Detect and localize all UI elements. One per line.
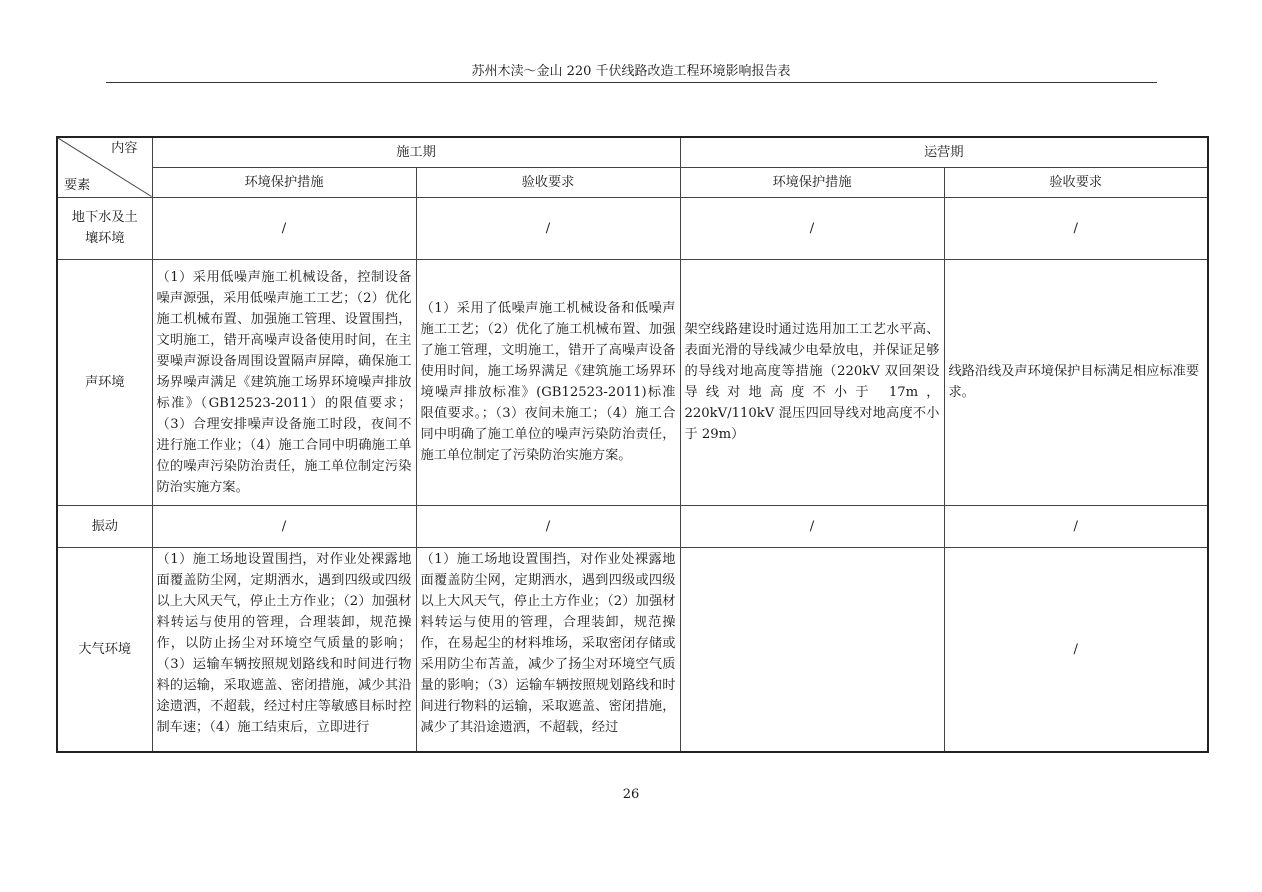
row-label-groundwater: 地下水及土壤环境 — [57, 197, 152, 259]
header-construction-measures: 环境保护措施 — [152, 167, 416, 197]
cell-vibration-operation-measures: / — [680, 505, 944, 547]
corner-label-element: 要素 — [64, 177, 91, 193]
table-header-row-columns — [57, 167, 1208, 197]
table-row — [57, 197, 1208, 259]
row-label-air: 大气环境 — [57, 547, 152, 752]
row-label-noise: 声环境 — [57, 259, 152, 505]
header-operation-phase: 运营期 — [680, 137, 1208, 167]
header-rule — [106, 82, 1157, 83]
cell-air-operation-measures — [680, 547, 944, 752]
cell-groundwater-operation-acceptance: / — [944, 197, 1208, 259]
cell-noise-operation-acceptance: 线路沿线及声环境保护目标满足相应标准要求。 — [944, 259, 1208, 505]
cell-groundwater-operation-measures: / — [680, 197, 944, 259]
cell-groundwater-construction-measures: / — [152, 197, 416, 259]
environmental-measures-table — [56, 136, 1209, 753]
header-operation-measures: 环境保护措施 — [680, 167, 944, 197]
cell-noise-construction-measures: （1）采用低噪声施工机械设备，控制设备噪声源强，采用低噪声施工工艺；（2）优化施工机械布置、加强施工管理、设置围挡，文明施工，错开高噪声设备使用时间，在主要噪声源设备周围设置隔声屏障，确保施工场界噪声满足《建筑施工场界环境噪声排放标准》（GB12523-2011）的限值要求；（3）合理安排噪声设备施工时段，夜间不进行施工作业；（4）施工合同中明确施工单位的噪声污染防治责任，施工单位制定污染防治实施方案。 — [152, 259, 416, 505]
cell-vibration-operation-acceptance: / — [944, 505, 1208, 547]
header-operation-acceptance: 验收要求 — [944, 167, 1208, 197]
cell-air-operation-acceptance: / — [944, 547, 1208, 752]
cell-air-construction-measures — [152, 547, 416, 752]
cell-vibration-construction-measures: / — [152, 505, 416, 547]
header-construction-phase: 施工期 — [152, 137, 680, 167]
table-corner-cell — [57, 137, 152, 197]
header-construction-acceptance: 验收要求 — [416, 167, 680, 197]
table-row — [57, 259, 1208, 505]
cell-noise-operation-measures: 架空线路建设时通过选用加工工艺水平高、表面光滑的导线减少电晕放电，并保证足够的导线对地高度等措施（220kV 双回架设导线对地高度不小于 17m，220kV/110kV 混压四回导线对地高度不小于 29m） — [680, 259, 944, 505]
cell-groundwater-construction-acceptance: / — [416, 197, 680, 259]
cell-vibration-construction-acceptance: / — [416, 505, 680, 547]
table-row — [57, 547, 1208, 752]
cell-noise-construction-acceptance: （1）采用了低噪声施工机械设备和低噪声施工工艺；（2）优化了施工机械布置、加强了施工管理，文明施工，错开了高噪声设备使用时间，施工场界满足《建筑施工场界环境噪声排放标准》(GB12523-2011)标准限值要求。；（3）夜间未施工；（4）施工合同中明确了施工单位的噪声污染防治责任，施工单位制定了污染防治实施方案。 — [416, 259, 680, 505]
row-label-vibration: 振动 — [57, 505, 152, 547]
page-number: 26 — [622, 787, 640, 802]
cell-air-construction-measures-text: （1）施工场地设置围挡，对作业处裸露地面覆盖防尘网，定期洒水，遇到四级或四级以上大风天气，停止土方作业；（2）加强材料转运与使用的管理，合理装卸，规范操作，以防止扬尘对环境空气质量的影响；（3）运输车辆按照规划路线和时间进行物料的运输，采取遮盖、密闭措施，减少其沿途遗洒，不超载，经过村庄等敏感目标时控制车速；（4）施工结束后，立即进行 — [156, 551, 412, 735]
table-header-row-phase — [57, 137, 1208, 167]
cell-air-construction-acceptance-text: （1）施工场地设置围挡，对作业处裸露地面覆盖防尘网，定期洒水，遇到四级或四级以上大风天气，停止土方作业；（2）加强材料转运与使用的管理，合理装卸，规范操作，在易起尘的材料堆场，采取密闭存储或采用防尘布苫盖，减少了扬尘对环境空气质量的影响；（3）运输车辆按照规划路线和时间进行物料的运输，采取遮盖、密闭措施，减少了其沿途遗洒，不超载，经过 — [420, 551, 676, 735]
corner-label-content: 内容 — [111, 141, 138, 156]
document-header-title: 苏州木渎～金山 220 千伏线路改造工程环境影响报告表 — [471, 64, 791, 79]
table-row — [57, 505, 1208, 547]
cell-air-construction-acceptance — [416, 547, 680, 752]
